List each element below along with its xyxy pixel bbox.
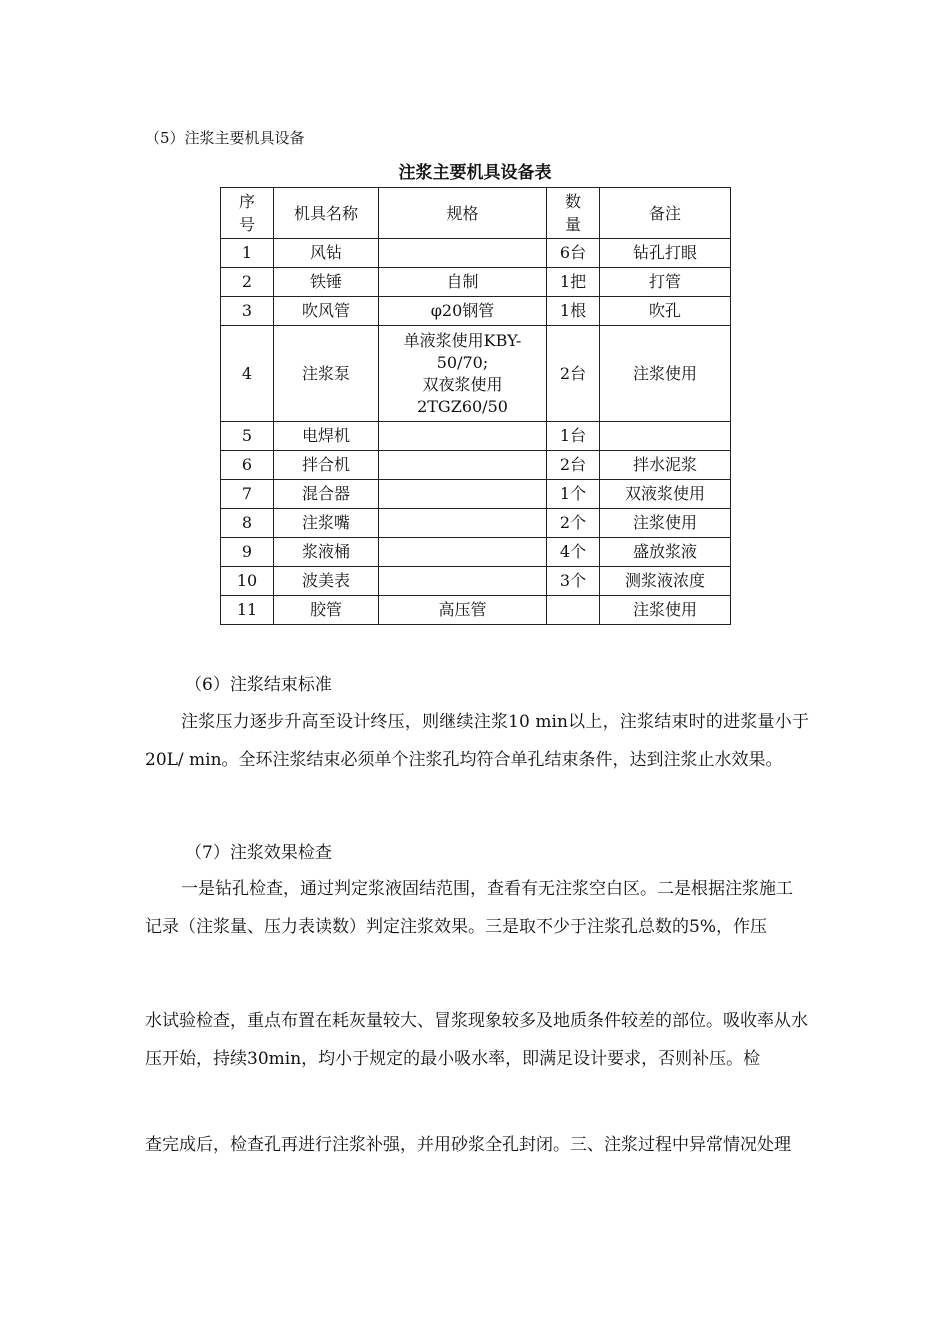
cell-remark: 测浆液浓度 (600, 567, 731, 596)
cell-spec (379, 297, 547, 326)
cell-spec (379, 239, 547, 268)
cell-qty: 1把 (547, 268, 600, 297)
cell-remark (600, 422, 731, 451)
cell-remark: 双液浆使用 (600, 480, 731, 509)
cell-no: 6 (221, 451, 274, 480)
cell-remark: 拌水泥浆 (600, 451, 731, 480)
cell-no: 9 (221, 538, 274, 567)
cell-name: 胶管 (274, 596, 379, 625)
table-row (221, 239, 731, 268)
table-row (221, 538, 731, 567)
cell-spec (379, 567, 547, 596)
cell-no: 11 (221, 596, 274, 625)
cell-spec-line: 自制 (446, 272, 479, 291)
header-name: 机具名称 (274, 188, 379, 239)
cell-no: 5 (221, 422, 274, 451)
cell-no: 4 (221, 326, 274, 422)
cell-remark: 打管 (600, 268, 731, 297)
section-6-heading: （6）注浆结束标准 (185, 675, 332, 695)
cell-remark: 注浆使用 (600, 326, 731, 422)
cell-name: 风钻 (274, 239, 379, 268)
cell-qty: 4个 (547, 538, 600, 567)
table-row (221, 596, 731, 625)
cell-name: 电焊机 (274, 422, 379, 451)
header-no: 序 号 (221, 188, 274, 239)
cell-spec-line: 双夜浆使用 (422, 374, 503, 394)
table-title: 注浆主要机具设备表 (398, 163, 552, 183)
table-row (221, 297, 731, 326)
section-5-heading: （5）注浆主要机具设备 (145, 129, 305, 147)
cell-spec (379, 596, 547, 625)
cell-remark: 盛放浆液 (600, 538, 731, 567)
cell-spec (379, 509, 547, 538)
section-7-paragraph-3: 查完成后，检查孔再进行注浆补强，并用砂浆全孔封闭。三、注浆过程中异常情况处理 (145, 1135, 791, 1155)
cell-qty: 1台 (547, 422, 600, 451)
cell-spec (379, 326, 547, 422)
table-row (221, 268, 731, 297)
cell-qty: 3个 (547, 567, 600, 596)
table-row (221, 326, 731, 422)
cell-spec (379, 451, 547, 480)
header-spec: 规格 (379, 188, 547, 239)
cell-name: 浆液桶 (274, 538, 379, 567)
equipment-table (220, 187, 731, 625)
cell-name: 混合器 (274, 480, 379, 509)
cell-qty (547, 596, 600, 625)
cell-name: 注浆泵 (274, 326, 379, 422)
cell-remark: 注浆使用 (600, 509, 731, 538)
cell-spec-line: 高压管 (438, 600, 487, 619)
cell-qty: 2台 (547, 451, 600, 480)
cell-remark: 吹孔 (600, 297, 731, 326)
table-header-row (221, 188, 731, 239)
header-remark: 备注 (600, 188, 731, 239)
cell-spec-line: φ20钢管 (430, 301, 495, 320)
table-row (221, 480, 731, 509)
table-body (221, 239, 731, 625)
cell-name: 注浆嘴 (274, 509, 379, 538)
cell-name: 铁锤 (274, 268, 379, 297)
section-7-paragraph-1: 一是钻孔检查，通过判定浆液固结范围，查看有无注浆空白区。二是根据注浆施工记录（注浆量、压力表读数）判定注浆效果。三是取不少于注浆孔总数的5%，作压 (145, 879, 793, 937)
section-6-paragraph: 注浆压力逐步升高至设计终压，则继续注浆10 min以上，注浆结束时的进浆量小于20L/ min。全环注浆结束必须单个注浆孔均符合单孔结束条件，达到注浆止水效果。 (145, 712, 809, 770)
cell-spec (379, 422, 547, 451)
cell-qty: 2台 (547, 326, 600, 422)
cell-no: 2 (221, 268, 274, 297)
table-row (221, 509, 731, 538)
cell-qty: 1根 (547, 297, 600, 326)
table-row (221, 422, 731, 451)
cell-qty: 2个 (547, 509, 600, 538)
cell-no: 1 (221, 239, 274, 268)
cell-name: 拌合机 (274, 451, 379, 480)
cell-remark: 注浆使用 (600, 596, 731, 625)
table-row (221, 451, 731, 480)
cell-spec-line: 2TGZ60/50 (417, 396, 508, 416)
cell-no: 7 (221, 480, 274, 509)
cell-qty: 6台 (547, 239, 600, 268)
cell-remark: 钻孔打眼 (600, 239, 731, 268)
table-row (221, 567, 731, 596)
cell-spec (379, 538, 547, 567)
section-7-heading: （7）注浆效果检查 (185, 843, 332, 863)
cell-spec-line: 单液浆使用KBY- (403, 330, 522, 350)
cell-qty: 1个 (547, 480, 600, 509)
cell-no: 3 (221, 297, 274, 326)
cell-no: 8 (221, 509, 274, 538)
cell-spec (379, 480, 547, 509)
cell-no: 10 (221, 567, 274, 596)
cell-name: 波美表 (274, 567, 379, 596)
cell-spec-line: 50/70; (436, 352, 489, 372)
header-qty: 数 量 (547, 188, 600, 239)
cell-name: 吹风管 (274, 297, 379, 326)
section-7-paragraph-2: 水试验检查，重点布置在耗灰量较大、冒浆现象较多及地质条件较差的部位。吸收率从水压开始，持续30min，均小于规定的最小吸水率，即满足设计要求，否则补压。检 (145, 1011, 808, 1069)
cell-spec (379, 268, 547, 297)
